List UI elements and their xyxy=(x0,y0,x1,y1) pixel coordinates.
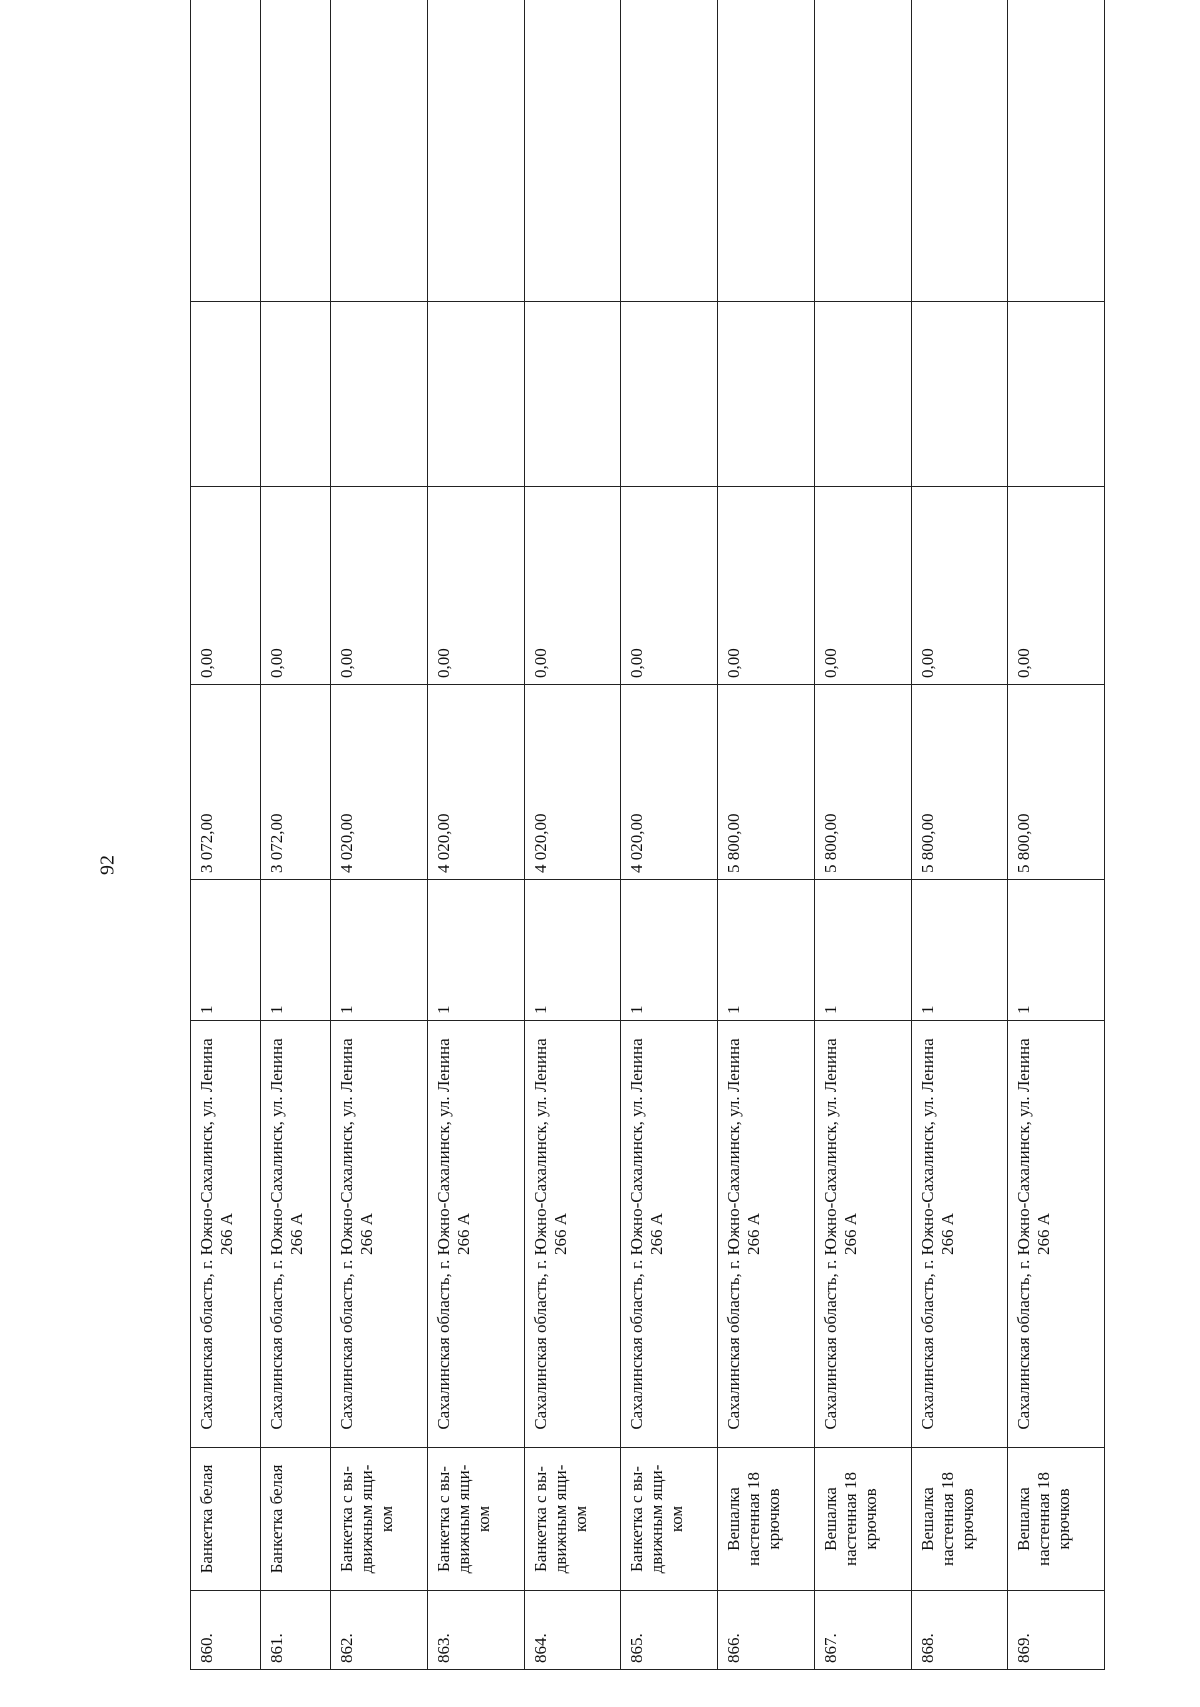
cell-quantity: 1 xyxy=(718,880,815,1021)
cell-item-name: Банкетка с вы-движным ящи-ком xyxy=(331,1448,428,1591)
rotated-table-container xyxy=(190,62,1105,1670)
cell-address: Сахалинская область, г. Южно-Сахалинск, ул. Ленина 266 А xyxy=(911,1021,1008,1448)
cell-residual-value: 0,00 xyxy=(718,487,815,685)
table-row xyxy=(1008,0,1105,1670)
cell-item-name: Вешалка настенная 18 крючков xyxy=(718,1448,815,1591)
table-row xyxy=(191,0,261,1670)
cell-address: Сахалинская область, г. Южно-Сахалинск, ул. Ленина 266 А xyxy=(524,1021,621,1448)
table-row xyxy=(261,0,331,1670)
cell-item-name: Банкетка белая xyxy=(261,1448,331,1591)
cell-quantity: 1 xyxy=(191,880,261,1021)
cell-balance-value: 3 072,00 xyxy=(191,685,261,880)
cell-balance-value: 4 020,00 xyxy=(331,685,428,880)
cell-number: 866. xyxy=(718,1591,815,1670)
table-row xyxy=(428,0,525,1670)
cell-item-name: Вешалка настенная 18 крючков xyxy=(1008,1448,1105,1591)
cell-balance-value: 4 020,00 xyxy=(428,685,525,880)
cell-number: 865. xyxy=(621,1591,718,1670)
cell-empty xyxy=(911,302,1008,487)
cell-residual-value: 0,00 xyxy=(1008,487,1105,685)
cell-balance-value: 5 800,00 xyxy=(911,685,1008,880)
cell-empty xyxy=(524,302,621,487)
cell-residual-value: 0,00 xyxy=(331,487,428,685)
table-row xyxy=(911,0,1008,1670)
table-row xyxy=(331,0,428,1670)
cell-empty xyxy=(814,302,911,487)
table-row xyxy=(814,0,911,1670)
cell-address: Сахалинская область, г. Южно-Сахалинск, ул. Ленина 266 А xyxy=(331,1021,428,1448)
cell-balance-value: 5 800,00 xyxy=(718,685,815,880)
cell-item-name: Банкетка с вы-движным ящи-ком xyxy=(428,1448,525,1591)
cell-number: 860. xyxy=(191,1591,261,1670)
cell-address: Сахалинская область, г. Южно-Сахалинск, ул. Ленина 266 А xyxy=(814,1021,911,1448)
cell-address: Сахалинская область, г. Южно-Сахалинск, ул. Ленина 266 А xyxy=(621,1021,718,1448)
cell-quantity: 1 xyxy=(428,880,525,1021)
cell-empty xyxy=(621,0,718,302)
table-body xyxy=(191,0,1105,1670)
cell-residual-value: 0,00 xyxy=(524,487,621,685)
cell-residual-value: 0,00 xyxy=(428,487,525,685)
cell-empty xyxy=(1008,0,1105,302)
cell-quantity: 1 xyxy=(524,880,621,1021)
property-register-table xyxy=(190,0,1105,1670)
cell-number: 867. xyxy=(814,1591,911,1670)
cell-empty xyxy=(524,0,621,302)
cell-empty xyxy=(718,302,815,487)
table-row xyxy=(621,0,718,1670)
page-number: 92 xyxy=(96,855,119,875)
cell-residual-value: 0,00 xyxy=(191,487,261,685)
cell-number: 863. xyxy=(428,1591,525,1670)
cell-empty xyxy=(428,0,525,302)
cell-balance-value: 4 020,00 xyxy=(524,685,621,880)
cell-address: Сахалинская область, г. Южно-Сахалинск, ул. Ленина 266 А xyxy=(191,1021,261,1448)
cell-quantity: 1 xyxy=(1008,880,1105,1021)
cell-balance-value: 5 800,00 xyxy=(1008,685,1105,880)
cell-quantity: 1 xyxy=(814,880,911,1021)
cell-address: Сахалинская область, г. Южно-Сахалинск, ул. Ленина 266 А xyxy=(1008,1021,1105,1448)
cell-number: 861. xyxy=(261,1591,331,1670)
table-row xyxy=(524,0,621,1670)
cell-number: 868. xyxy=(911,1591,1008,1670)
cell-balance-value: 5 800,00 xyxy=(814,685,911,880)
cell-number: 862. xyxy=(331,1591,428,1670)
cell-item-name: Вешалка настенная 18 крючков xyxy=(814,1448,911,1591)
cell-address: Сахалинская область, г. Южно-Сахалинск, ул. Ленина 266 А xyxy=(718,1021,815,1448)
cell-empty xyxy=(428,302,525,487)
cell-empty xyxy=(191,302,261,487)
cell-item-name: Банкетка с вы-движным ящи-ком xyxy=(524,1448,621,1591)
cell-quantity: 1 xyxy=(261,880,331,1021)
cell-residual-value: 0,00 xyxy=(621,487,718,685)
cell-number: 864. xyxy=(524,1591,621,1670)
cell-empty xyxy=(191,0,261,302)
cell-empty xyxy=(718,0,815,302)
cell-empty xyxy=(331,302,428,487)
cell-empty xyxy=(331,0,428,302)
table-row xyxy=(718,0,815,1670)
cell-residual-value: 0,00 xyxy=(814,487,911,685)
cell-quantity: 1 xyxy=(911,880,1008,1021)
cell-address: Сахалинская область, г. Южно-Сахалинск, ул. Ленина 266 А xyxy=(428,1021,525,1448)
cell-empty xyxy=(261,302,331,487)
cell-empty xyxy=(1008,302,1105,487)
cell-quantity: 1 xyxy=(621,880,718,1021)
cell-residual-value: 0,00 xyxy=(261,487,331,685)
cell-address: Сахалинская область, г. Южно-Сахалинск, ул. Ленина 266 А xyxy=(261,1021,331,1448)
cell-empty xyxy=(261,0,331,302)
cell-empty xyxy=(911,0,1008,302)
cell-empty xyxy=(814,0,911,302)
cell-item-name: Вешалка настенная 18 крючков xyxy=(911,1448,1008,1591)
cell-item-name: Банкетка с вы-движным ящи-ком xyxy=(621,1448,718,1591)
cell-number: 869. xyxy=(1008,1591,1105,1670)
cell-item-name: Банкетка белая xyxy=(191,1448,261,1591)
cell-balance-value: 4 020,00 xyxy=(621,685,718,880)
cell-empty xyxy=(621,302,718,487)
cell-residual-value: 0,00 xyxy=(911,487,1008,685)
cell-balance-value: 3 072,00 xyxy=(261,685,331,880)
cell-quantity: 1 xyxy=(331,880,428,1021)
